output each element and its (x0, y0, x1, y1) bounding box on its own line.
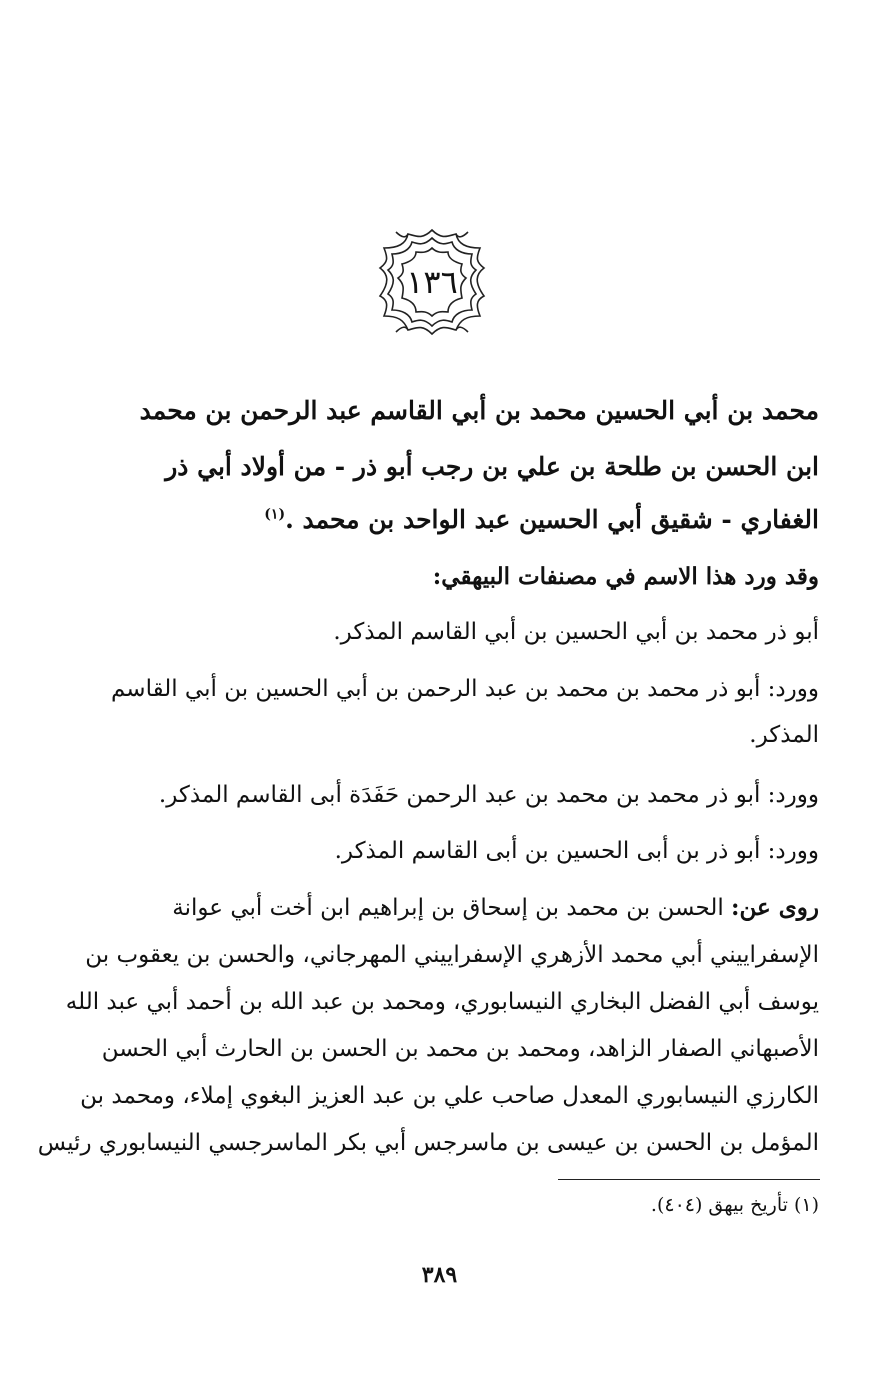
narrated-line-5: الكارزي النيسابوري المعدل صاحب علي بن عبد العزيز البغوي إملاء، ومحمد بن (80, 1083, 819, 1109)
narrated-line-3: يوسف أبي الفضل البخاري النيسابوري، ومحمد بن عبد الله بن أحمد أبي عبد الله (65, 989, 819, 1015)
footnote-divider (558, 1179, 820, 1180)
heading-line-3 (264, 505, 819, 535)
footnote: (١) تأريخ بيهق (٤٠٤). (650, 1194, 819, 1216)
page-number: ٣٨٩ (421, 1262, 458, 1288)
heading-line-2: ابن الحسن بن طلحة بن علي بن رجب أبو ذر - من أولاد أبي ذر (165, 452, 819, 481)
narrated-line-2: الإسفراييني أبي محمد الأزهري الإسفراييني المهرجاني، والحسن بن يعقوب بن (85, 942, 819, 968)
occurrence-1: أبو ذر محمد بن أبي الحسين بن أبي القاسم المذكر. (333, 619, 819, 645)
narrated-line-6: المؤمل بن الحسن بن عيسى بن ماسرجس أبي بكر الماسرجسي النيسابوري رئيس (37, 1130, 819, 1156)
narrated-line-4: الأصبهاني الصفار الزاهد، ومحمد بن محمد بن الحسن بن الحارث أبي الحسن (101, 1036, 819, 1062)
heading-footnote-mark: (١) (264, 506, 286, 523)
occurrence-2-continued: المذكر. (749, 722, 819, 748)
narrated-line-1-text: الحسن بن محمد بن إسحاق بن إبراهيم ابن أخت أبي عوانة (172, 895, 724, 921)
occurrence-3: وورد: أبو ذر محمد بن محمد بن عبد الرحمن حَفَدَة أبى القاسم المذكر. (158, 782, 819, 808)
narrated-label: روى عن: (731, 894, 819, 921)
entry-number-ornament (376, 226, 488, 338)
heading-line-1: محمد بن أبي الحسين محمد بن أبي القاسم عبد الرحمن بن محمد (139, 396, 819, 425)
occurrence-2: وورد: أبو ذر محمد بن محمد بن عبد الرحمن بن أبي الحسين بن أبي القاسم (110, 676, 819, 702)
heading-line-3-text: الغفاري - شقيق أبي الحسين عبد الواحد بن محمد . (285, 505, 819, 534)
narrated-line-1 (172, 893, 819, 923)
entry-number: ١٣٦ (406, 263, 458, 301)
section-title: وقد ورد هذا الاسم في مصنفات البيهقي: (432, 563, 819, 590)
occurrence-4: وورد: أبو ذر بن أبى الحسين بن أبى القاسم المذكر. (334, 838, 819, 864)
